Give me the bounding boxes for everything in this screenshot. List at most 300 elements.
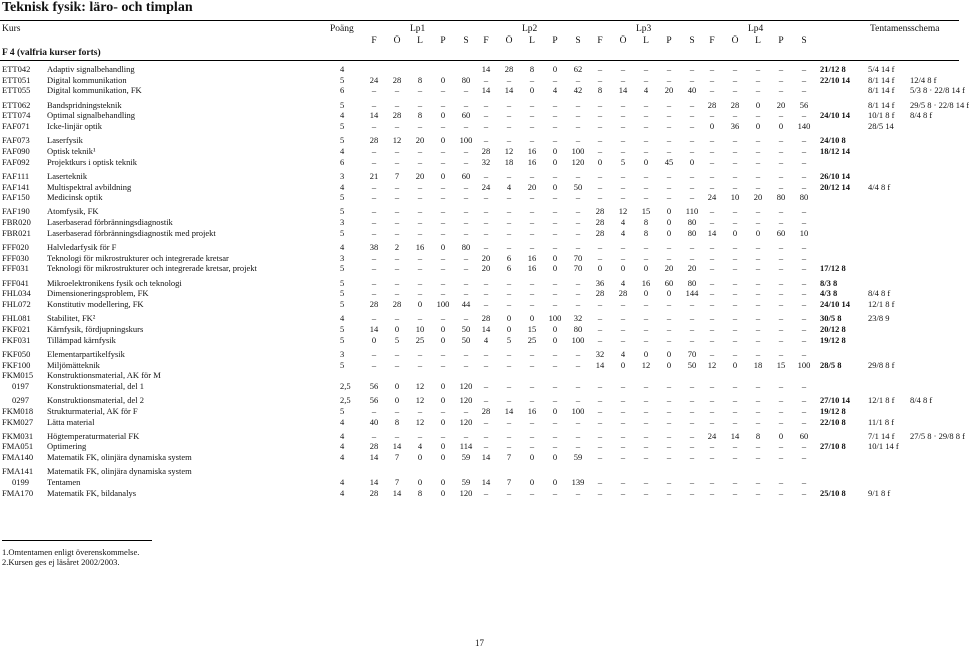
hours-cell: 0 — [440, 487, 446, 498]
hours-cell: – — [620, 252, 626, 263]
hours-cell: – — [597, 64, 603, 74]
hours-cell: – — [801, 477, 807, 487]
hours-cell: – — [778, 380, 784, 391]
hours-cell: 8 — [417, 110, 423, 121]
hours-cell: 12 — [392, 135, 402, 146]
table-row — [0, 157, 959, 167]
hours-cell: 38 — [369, 242, 379, 252]
table-row — [0, 313, 959, 323]
table-row — [0, 370, 959, 380]
hours-cell: – — [689, 181, 695, 192]
hours-cell: – — [778, 85, 784, 96]
hours-cell: – — [709, 288, 715, 299]
hours-cell: 28 — [392, 110, 402, 121]
hours-cell: – — [463, 85, 469, 96]
hours-cell: 18 — [504, 156, 514, 167]
hours-cell: 0 — [666, 359, 672, 370]
hours-cell: – — [575, 299, 581, 309]
hours-cell: – — [732, 416, 738, 427]
hours-cell: – — [666, 416, 672, 427]
hours-cell: – — [689, 64, 695, 74]
hours-cell: – — [801, 206, 807, 217]
hours-cell: – — [575, 206, 581, 217]
course-points: 5 — [340, 135, 345, 146]
course-name: Optimering — [47, 441, 87, 452]
hours-cell: 100 — [571, 145, 585, 156]
hours-cell: 0 — [755, 227, 761, 238]
hours-cell: 0 — [440, 135, 446, 146]
hours-cell: – — [778, 64, 784, 74]
hours-cell: – — [778, 206, 784, 217]
hours-cell: – — [755, 334, 761, 345]
hours-cell: 0 — [552, 334, 558, 345]
hours-cell: – — [620, 181, 626, 192]
course-points: 4 — [340, 477, 345, 487]
hours-cell: – — [506, 170, 512, 181]
hours-cell: – — [620, 192, 626, 203]
hours-cell: 0 — [597, 156, 603, 167]
hours-cell: 14 — [369, 452, 379, 463]
hours-cell: – — [417, 263, 423, 274]
hours-cell: 20 — [527, 181, 537, 192]
hours-cell: – — [801, 348, 807, 359]
hours-cell: 28 — [392, 74, 402, 85]
hours-cell: – — [778, 395, 784, 406]
hours-cell: – — [483, 430, 489, 441]
hours-cell: – — [575, 99, 581, 110]
hours-cell: – — [778, 135, 784, 146]
hours-cell: – — [506, 299, 512, 309]
course-points: 3 — [340, 217, 345, 228]
reexam-date-2: 5/3 8 · 22/8 14 f — [910, 85, 966, 96]
hours-cell: – — [689, 441, 695, 452]
course-code: ETT055 — [2, 85, 31, 96]
hours-cell: – — [778, 263, 784, 274]
exam-date: 28/5 8 — [820, 359, 842, 370]
hours-cell: 100 — [436, 299, 450, 309]
hours-cell: – — [755, 64, 761, 74]
hours-cell: – — [506, 121, 512, 131]
course-code: FKF100 — [2, 359, 31, 370]
hours-cell: – — [597, 405, 603, 416]
hours-cell: 40 — [369, 416, 379, 427]
course-code: FHL081 — [2, 313, 31, 324]
hours-cell: – — [371, 145, 377, 156]
hours-cell: – — [801, 380, 807, 391]
hours-cell: – — [732, 313, 738, 324]
hours-cell: 8 — [417, 487, 423, 498]
hours-cell: – — [732, 487, 738, 498]
header-letter-s: S — [689, 36, 695, 46]
hours-cell: 14 — [481, 323, 491, 334]
hours-cell: – — [709, 405, 715, 416]
hours-cell: – — [371, 156, 377, 167]
hours-cell: – — [755, 252, 761, 263]
hours-cell: – — [575, 217, 581, 228]
course-name: Halvledarfysik för F — [47, 242, 117, 252]
hours-cell: 0 — [778, 121, 784, 131]
header-letter-f: F — [597, 36, 603, 46]
hours-cell: – — [666, 121, 672, 131]
hours-cell: – — [463, 99, 469, 110]
hours-cell: – — [801, 135, 807, 146]
header-letter-p: P — [440, 36, 446, 46]
hours-cell: – — [483, 135, 489, 146]
hours-cell: 28 — [595, 227, 605, 238]
hours-cell: 20 — [776, 99, 786, 110]
hours-cell: 100 — [459, 135, 473, 146]
course-code: FFF031 — [2, 263, 29, 274]
table-row — [0, 324, 959, 334]
hours-cell: – — [689, 242, 695, 252]
hours-cell: – — [506, 217, 512, 228]
course-points: 4 — [340, 430, 345, 441]
reexam-date-1: 8/1 14 f — [868, 85, 895, 96]
header-letter-l: L — [417, 36, 423, 46]
hours-cell: – — [552, 430, 558, 441]
hours-cell: – — [483, 110, 489, 121]
course-points: 5 — [340, 121, 345, 131]
hours-cell: – — [755, 441, 761, 452]
hours-cell: 120 — [459, 380, 473, 391]
hours-cell: 0 — [440, 334, 446, 345]
course-name: Digital kommunikation — [47, 74, 127, 85]
hours-cell: – — [689, 313, 695, 324]
course-code: FKM018 — [2, 405, 34, 416]
hours-cell: 120 — [571, 156, 585, 167]
hours-cell: – — [597, 170, 603, 181]
hours-cell: – — [643, 170, 649, 181]
hours-cell: – — [417, 121, 423, 131]
hours-cell: – — [620, 135, 626, 146]
hours-cell: 8 — [394, 416, 400, 427]
hours-cell: – — [529, 380, 535, 391]
hours-cell: – — [483, 121, 489, 131]
hours-cell: – — [575, 192, 581, 203]
hours-cell: 28 — [369, 441, 379, 452]
course-code: FAF141 — [2, 181, 30, 192]
hours-cell: 28 — [730, 99, 740, 110]
hours-cell: 16 — [527, 405, 537, 416]
hours-cell: – — [440, 263, 446, 274]
reexam-date-1: 12/1 8 f — [868, 299, 895, 309]
hours-cell: – — [643, 416, 649, 427]
hours-cell: 24 — [707, 430, 717, 441]
hours-cell: – — [575, 359, 581, 370]
course-code: FKM027 — [2, 416, 34, 427]
reexam-date-1: 8/1 14 f — [868, 74, 895, 85]
hours-cell: 0 — [506, 323, 512, 334]
course-code: FKF050 — [2, 348, 31, 359]
table-row — [0, 288, 959, 298]
course-name: Laserfysik — [47, 135, 83, 146]
page-number: 17 — [475, 638, 484, 648]
hours-cell: 28 — [369, 299, 379, 309]
hours-cell: 0 — [552, 323, 558, 334]
hours-cell: – — [778, 156, 784, 167]
hours-cell: – — [801, 110, 807, 121]
course-code: 0297 — [12, 395, 29, 406]
table-row — [0, 466, 959, 476]
course-points: 3 — [340, 252, 345, 263]
hours-cell: – — [643, 110, 649, 121]
hours-cell: 0 — [440, 380, 446, 391]
hours-cell: – — [666, 135, 672, 146]
hours-cell: – — [417, 277, 423, 288]
hours-cell: – — [778, 477, 784, 487]
table-row — [0, 477, 959, 487]
hours-cell: – — [778, 170, 784, 181]
course-code: FAF071 — [2, 121, 30, 131]
course-name: Laserteknik — [47, 170, 88, 181]
hours-cell: 12 — [415, 395, 425, 406]
header-letter-p: P — [666, 36, 672, 46]
hours-cell: – — [597, 323, 603, 334]
hours-cell: – — [440, 430, 446, 441]
hours-cell: – — [371, 206, 377, 217]
hours-cell: 14 — [481, 452, 491, 463]
hours-cell: – — [506, 441, 512, 452]
hours-cell: – — [371, 359, 377, 370]
course-points: 2,5 — [340, 395, 351, 406]
hours-cell: 20 — [481, 252, 491, 263]
hours-cell: – — [755, 288, 761, 299]
hours-cell: 28 — [707, 99, 717, 110]
hours-cell: – — [755, 380, 761, 391]
hours-cell: – — [732, 299, 738, 309]
course-name: Kärnfysik, fördjupningskurs — [47, 323, 144, 334]
hours-cell: – — [552, 277, 558, 288]
hours-cell: – — [755, 277, 761, 288]
hours-cell: – — [643, 334, 649, 345]
hours-cell: – — [732, 288, 738, 299]
hours-cell: – — [371, 181, 377, 192]
hours-cell: – — [506, 416, 512, 427]
hours-cell: – — [732, 64, 738, 74]
hours-cell: – — [597, 487, 603, 498]
course-name: Laserbaserad förbränningsdiagnostik med projekt — [47, 227, 216, 238]
hours-cell: – — [732, 74, 738, 85]
hours-cell: 0 — [620, 263, 626, 274]
reexam-date-1: 5/4 14 f — [868, 64, 895, 74]
hours-cell: – — [666, 430, 672, 441]
course-code: 0199 — [12, 477, 29, 487]
hours-cell: – — [620, 121, 626, 131]
hours-cell: – — [689, 487, 695, 498]
hours-cell: – — [552, 487, 558, 498]
hours-cell: – — [709, 416, 715, 427]
header-letter-s: S — [463, 36, 469, 46]
course-name: Projektkurs i optisk teknik — [47, 156, 137, 167]
header-rule — [0, 60, 959, 61]
hours-cell: – — [394, 227, 400, 238]
hours-cell: 0 — [440, 395, 446, 406]
hours-cell: 70 — [573, 263, 583, 274]
hours-cell: – — [666, 299, 672, 309]
hours-cell: – — [755, 74, 761, 85]
hours-cell: – — [483, 192, 489, 203]
hours-cell: – — [575, 288, 581, 299]
hours-cell: 139 — [571, 477, 585, 487]
hours-cell: – — [529, 99, 535, 110]
hours-cell: – — [689, 334, 695, 345]
hours-cell: – — [440, 206, 446, 217]
hours-cell: – — [463, 217, 469, 228]
hours-cell: – — [778, 313, 784, 324]
table-row — [0, 299, 959, 309]
hours-cell: – — [417, 288, 423, 299]
hours-cell: – — [575, 430, 581, 441]
hours-cell: – — [506, 242, 512, 252]
hours-cell: – — [620, 299, 626, 309]
hours-cell: 56 — [369, 380, 379, 391]
hours-cell: – — [506, 430, 512, 441]
hours-cell: – — [394, 99, 400, 110]
hours-cell: 12 — [707, 359, 717, 370]
hours-cell: – — [732, 156, 738, 167]
hours-cell: – — [552, 348, 558, 359]
hours-cell: 0 — [709, 121, 715, 131]
hours-cell: 80 — [461, 74, 471, 85]
hours-cell: – — [597, 145, 603, 156]
course-name: Tentamen — [47, 477, 81, 487]
hours-cell: 12 — [415, 416, 425, 427]
course-points: 5 — [340, 277, 345, 288]
table-row — [0, 263, 959, 273]
course-code: FKM015 — [2, 370, 34, 381]
hours-cell: – — [755, 299, 761, 309]
hours-cell: – — [778, 181, 784, 192]
hours-cell: – — [732, 323, 738, 334]
reexam-date-2: 8/4 8 f — [910, 110, 933, 121]
hours-cell: – — [597, 192, 603, 203]
hours-cell: – — [506, 288, 512, 299]
hours-cell: – — [778, 288, 784, 299]
hours-cell: 45 — [664, 156, 674, 167]
header-letter-p: P — [778, 36, 784, 46]
hours-cell: – — [371, 99, 377, 110]
course-code: ETT042 — [2, 64, 31, 74]
hours-cell: – — [506, 135, 512, 146]
hours-cell: – — [801, 145, 807, 156]
hours-cell: 15 — [527, 323, 537, 334]
course-name: Konstitutiv modellering, FK — [47, 299, 144, 309]
course-code: FBR020 — [2, 217, 31, 228]
hours-cell: 28 — [595, 206, 605, 217]
table-row — [0, 488, 959, 498]
hours-cell: – — [529, 487, 535, 498]
hours-cell: 60 — [461, 110, 471, 121]
course-name: Konstruktionsmaterial, del 1 — [47, 380, 145, 391]
hours-cell: – — [755, 217, 761, 228]
hours-cell: 4 — [417, 441, 423, 452]
hours-cell: – — [732, 135, 738, 146]
hours-cell: – — [529, 135, 535, 146]
hours-cell: – — [732, 206, 738, 217]
table-row — [0, 430, 966, 441]
course-name: Elementarpartikelfysik — [47, 348, 125, 359]
hours-cell: – — [755, 85, 761, 96]
hours-cell: – — [732, 263, 738, 274]
hours-cell: – — [709, 487, 715, 498]
hours-cell: – — [575, 348, 581, 359]
hours-cell: 16 — [527, 263, 537, 274]
hours-cell: – — [643, 477, 649, 487]
hours-cell: – — [597, 74, 603, 85]
hours-cell: 21 — [369, 170, 379, 181]
hours-cell: 4 — [620, 217, 626, 228]
exam-date: 4/3 8 — [820, 288, 838, 299]
hours-cell: – — [483, 206, 489, 217]
hours-cell: – — [801, 288, 807, 299]
hours-cell: 28 — [595, 217, 605, 228]
course-code: FMA170 — [2, 487, 34, 498]
hours-cell: – — [440, 99, 446, 110]
hours-cell: 14 — [504, 405, 514, 416]
hours-cell: – — [506, 487, 512, 498]
hours-cell: 80 — [799, 192, 809, 203]
hours-cell: – — [575, 227, 581, 238]
hours-cell: 28 — [481, 145, 491, 156]
reexam-date-1: 29/8 8 f — [868, 359, 895, 370]
hours-cell: – — [666, 334, 672, 345]
hours-cell: – — [778, 452, 784, 463]
hours-cell: – — [552, 121, 558, 131]
hours-cell: – — [394, 156, 400, 167]
table-row — [0, 192, 959, 202]
hours-cell: – — [709, 74, 715, 85]
course-name: Atomfysik, FK — [47, 206, 99, 217]
hours-cell: – — [755, 156, 761, 167]
hours-cell: – — [463, 156, 469, 167]
hours-cell: 0 — [732, 227, 738, 238]
hours-cell: – — [709, 135, 715, 146]
exam-date: 19/12 8 — [820, 334, 846, 345]
course-name: Medicinsk optik — [47, 192, 103, 203]
hours-cell: – — [552, 110, 558, 121]
hours-cell: – — [440, 288, 446, 299]
course-points: 5 — [340, 192, 345, 203]
hours-cell: 28 — [481, 313, 491, 324]
hours-cell: – — [801, 405, 807, 416]
hours-cell: – — [597, 416, 603, 427]
hours-cell: 56 — [799, 99, 809, 110]
hours-cell: 0 — [552, 263, 558, 274]
table-row — [0, 135, 959, 145]
hours-cell: – — [552, 227, 558, 238]
hours-cell: 0 — [440, 170, 446, 181]
reexam-date-1: 9/1 8 f — [868, 487, 891, 498]
hours-cell: – — [529, 416, 535, 427]
hours-cell: – — [483, 348, 489, 359]
hours-cell: – — [552, 206, 558, 217]
hours-cell: – — [801, 395, 807, 406]
course-name: Bandspridningsteknik — [47, 99, 122, 110]
hours-cell: – — [529, 110, 535, 121]
hours-cell: – — [506, 380, 512, 391]
hours-cell: – — [732, 452, 738, 463]
hours-cell: – — [732, 217, 738, 228]
hours-cell: 0 — [689, 156, 695, 167]
course-points: 5 — [340, 299, 345, 309]
hours-cell: 0 — [552, 405, 558, 416]
header-letter-o: Ö — [505, 36, 513, 46]
exam-date: 27/10 8 — [820, 441, 846, 452]
hours-cell: 60 — [776, 227, 786, 238]
hours-cell: – — [732, 405, 738, 416]
course-points: 4 — [340, 242, 345, 252]
header-letter-p: P — [552, 36, 558, 46]
